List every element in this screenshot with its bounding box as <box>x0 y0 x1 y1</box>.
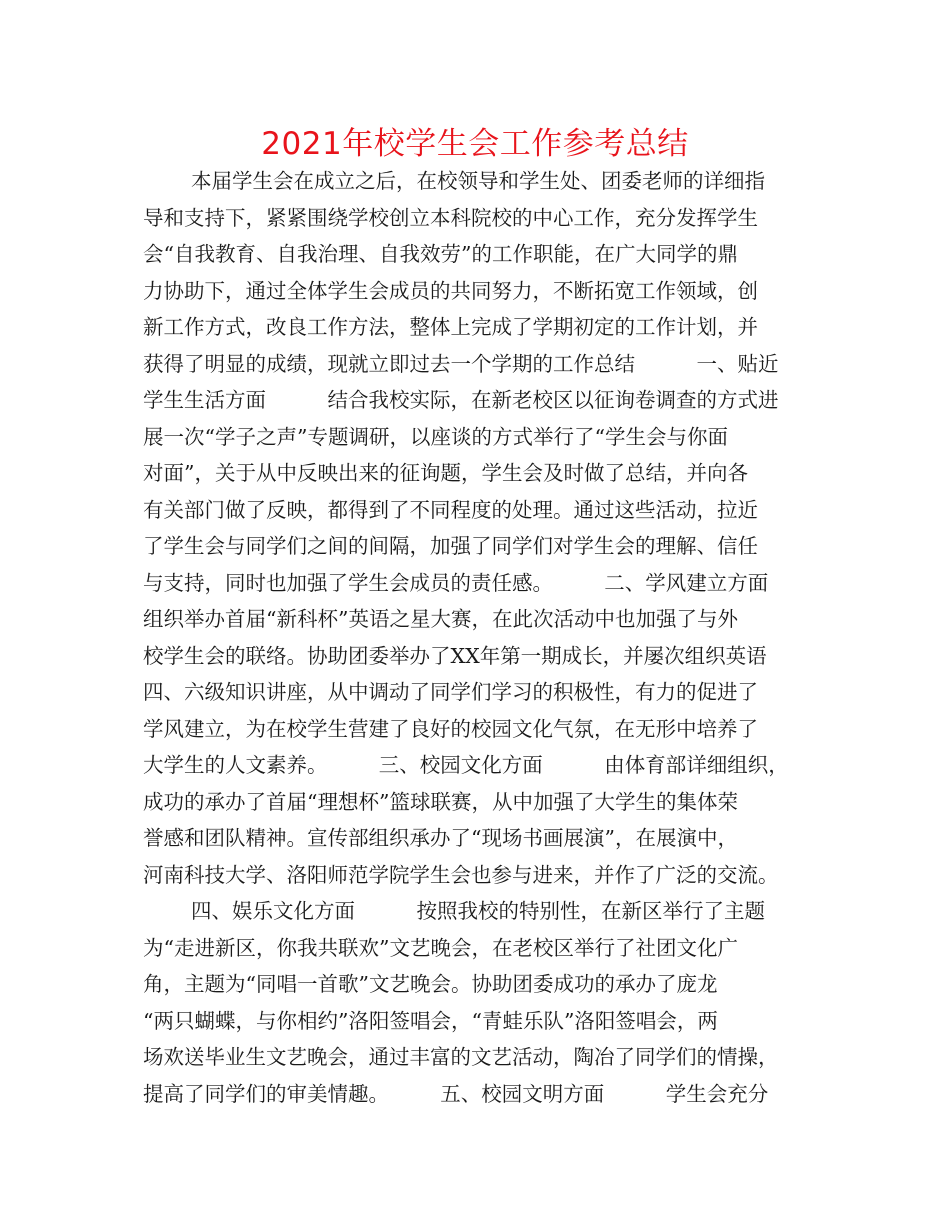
body-line: 学生生活方面 结合我校实际，在新老校区以征询卷调查的方式进 <box>143 388 779 412</box>
body-line: 展一次“学子之声”专题调研，以座谈的方式举行了“学生会与你面 <box>143 424 728 449</box>
document-title: 2021年校学生会工作参考总结 <box>261 126 689 162</box>
body-line: 四、六级知识讲座，从中调动了同学们学习的积极性，有力的促进了 <box>143 680 758 704</box>
body-line: 角，主题为“同唱一首歌”文艺晚会。协助团委成功的承办了庞龙 <box>143 972 718 996</box>
body-line: 有关部门做了反映，都得到了不同程度的处理。通过这些活动，拉近 <box>143 497 758 522</box>
body-line: 场欢送毕业生文艺晚会，通过丰富的文艺活动，陶冶了同学们的情操， <box>143 1045 779 1069</box>
body-line: 成功的承办了首届“理想杯”篮球联赛，从中加强了大学生的集体荣 <box>143 789 738 814</box>
body-line: 力协助下，通过全体学生会成员的共同努力，不断拓宽工作领域，创 <box>143 278 758 303</box>
body-line: 会“自我教育、自我治理、自我效劳”的工作职能，在广大同学的鼎 <box>143 242 738 266</box>
body-line: 对面”，关于从中反映出来的征询题，学生会及时做了总结，并向各 <box>143 461 748 485</box>
document-body <box>143 163 823 1112</box>
body-line: 学风建立，为在校学生营建了良好的校园文化气氛，在无形中培养了 <box>143 716 758 741</box>
body-line: “两只蝴蝶，与你相约”洛阳签唱会，“青蛙乐队”洛阳签唱会，两 <box>143 1008 718 1033</box>
body-line: 提高了同学们的审美情趣。 五、校园文明方面 学生会充分 <box>143 1081 769 1106</box>
body-line: 为“走进新区，你我共联欢”文艺晚会，在老校区举行了社团文化广 <box>143 935 738 960</box>
body-line: 与支持，同时也加强了学生会成员的责任感。 二、学风建立方面 <box>143 570 769 595</box>
body-line: 新工作方式，改良工作方法，整体上完成了学期初定的工作计划，并 <box>143 315 758 339</box>
body-line: 导和支持下，紧紧围绕学校创立本科院校的中心工作，充分发挥学生 <box>143 205 758 230</box>
body-line: 校学生会的联络。协助团委举办了XX年第一期成长，并屡次组织英语 <box>143 643 767 668</box>
body-line: 本届学生会在成立之后，在校领导和学生处、团委老师的详细指 <box>191 169 765 193</box>
body-line: 四、娱乐文化方面 按照我校的特别性，在新区举行了主题 <box>191 899 765 923</box>
body-line: 大学生的人文素养。 三、校园文化方面 由体育部详细组织， <box>143 753 789 777</box>
body-line: 誉感和团队精神。宣传部组织承办了“现场书画展演”，在展演中， <box>143 826 738 850</box>
body-line: 组织举办首届“新科杯”英语之星大赛，在此次活动中也加强了与外 <box>143 607 738 631</box>
body-line: 了学生会与同学们之间的间隔，加强了同学们对学生会的理解、信任 <box>143 534 758 558</box>
body-line: 获得了明显的成绩，现就立即过去一个学期的工作总结 一、贴近 <box>143 351 779 376</box>
body-line: 河南科技大学、洛阳师范学院学生会也参与进来，并作了广泛的交流。 <box>143 862 779 887</box>
